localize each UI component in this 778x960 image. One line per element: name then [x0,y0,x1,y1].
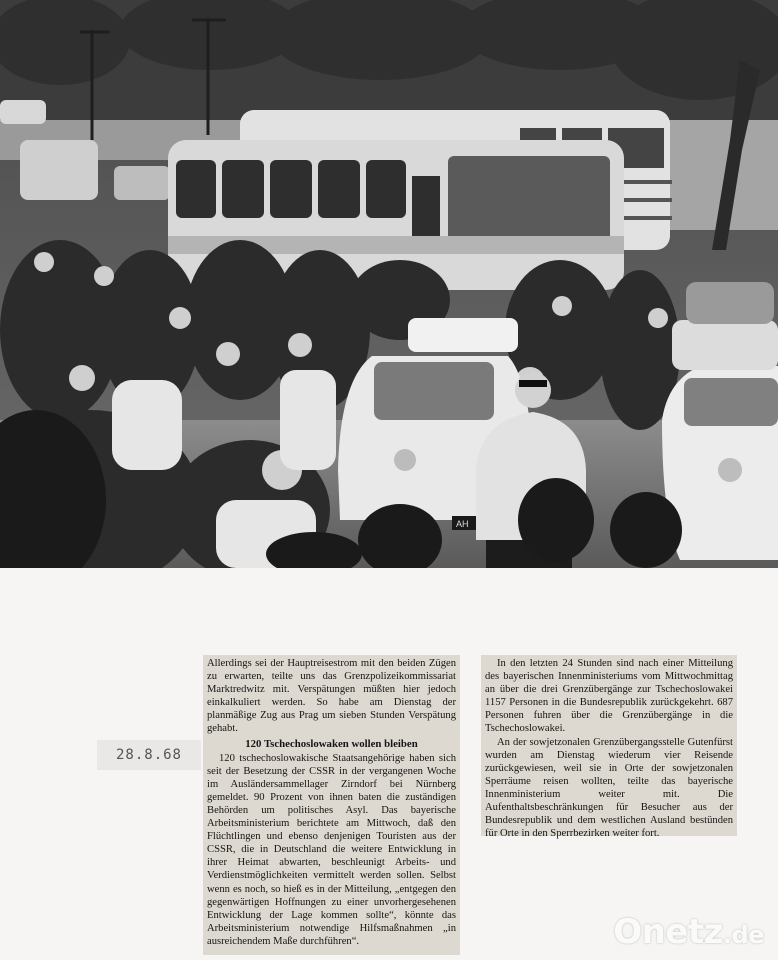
clipping-paragraph: 120 tschechoslowakische Staatsangehörige haben sich seit der Besetzung der CSSR in der vergangenen Woche im Ausländersammellager Zirndorf bei Nürnberg gemeldet. 90 Prozent von ihnen baten die zuständigen Behörden um politisches Asyl. Das bayerische Arbeitsministerium berichtete am Mittwoch, daß den Flüchtlingen und ebenso denjenigen Touristen aus der CSSR, die in Deutschland die weitere Entwicklung in ihrer Heimat abwarten, beschleunigt Arbeits- und Verdienstmöglichkeiten vermittelt werden sollen. Selbst wenn es noch, so hieß es in der Mitteilung, „entgegen den gegenwärtigen Hoffnungen zu einer unvorhergesehenen Entwicklung der Lage kommen sollte“, könnte das Arbeitsministerium notwendige Hilfsmaßnahmen „in ausreichendem Maße durchführen“. [207,752,456,947]
newspaper-clipping-right [481,655,737,840]
license-plate: AH [456,519,469,529]
clipping-heading: 120 Tschechoslowaken wollen bleiben [245,737,418,750]
watermark-tld: .de [722,921,764,949]
clipping-paragraph: In den letzten 24 Stunden sind nach einer Mitteilung des bayerischen Innenministeriums vom Mittwochmittag an über die drei Grenzübergänge zur Tschechoslowakei 1157 Personen in die Bundesrepublik zurückgekehrt. 687 Personen fuhren über die Grenzübergänge in die Tschechoslowakei. [485,658,733,735]
clipping-paragraph: An der sowjetzonalen Grenzübergangsstelle Gutenfürst wurden am Dienstag wiederum vier Reisende zurückgewiesen, weil sie in Orte der sowjetzonalen Sperräume reisen wollten, teilte das bayerische Innenministerium weiter mit. Die Aufenthaltsbeschränkungen für Besucher aus der Bundesrepublik und dem westlichen Ausland bestünden für Orte in den Sperrbezirken weiter fort. [485,736,733,840]
watermark-brand: Onetz [613,912,723,952]
onetz-watermark [613,912,764,952]
date-label: 28.8.68 [97,740,201,770]
clipping-paragraph: Allerdings sei der Hauptreisestrom mit den beiden Zügen zu erwarten, teilte uns das Grenzpolizeikommissariat Marktredwitz mit. Verspätungen müßten hier jedoch einkalkuliert werden. So habe am Dienstag der planmäßige Zug aus Prag um sieben Stunden Verspätung gehabt. [207,658,456,735]
newspaper-clipping-left [203,655,460,955]
